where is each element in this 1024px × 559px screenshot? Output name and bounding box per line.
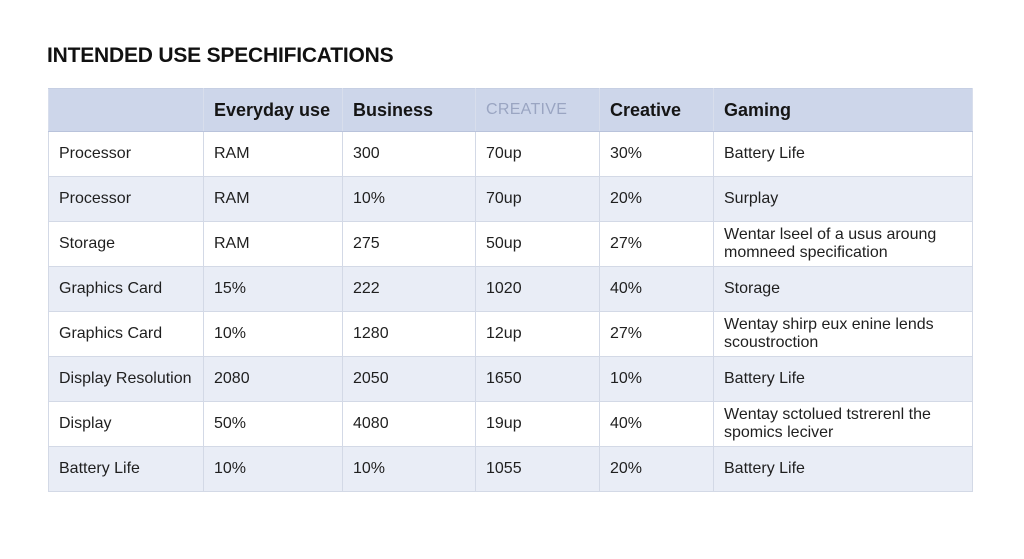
table-cell: RAM <box>204 132 343 177</box>
table-cell: 40% <box>600 267 714 312</box>
table-cell: RAM <box>204 222 343 267</box>
table-cell: Battery Life <box>714 357 973 402</box>
table-cell: 2080 <box>204 357 343 402</box>
table-cell: 2050 <box>343 357 476 402</box>
table-cell: 40% <box>600 402 714 447</box>
table-cell: Processor <box>49 177 204 222</box>
header-cell-gaming: Gaming <box>714 89 973 132</box>
table-cell: Wentay sctolued tstrerenl the spomics leciver <box>714 402 973 447</box>
table-cell: Wentay shirp eux enine lends scoustroction <box>714 312 973 357</box>
table-cell: 222 <box>343 267 476 312</box>
header-cell-empty <box>49 89 204 132</box>
table-cell: 50up <box>476 222 600 267</box>
table-cell: Wentar lseel of a usus aroung momneed specification <box>714 222 973 267</box>
table-cell: 4080 <box>343 402 476 447</box>
table-cell: Graphics Card <box>49 267 204 312</box>
table-cell: Battery Life <box>714 447 973 492</box>
table-cell: 27% <box>600 222 714 267</box>
table-row <box>49 357 973 402</box>
table-cell: 15% <box>204 267 343 312</box>
table-cell: 12up <box>476 312 600 357</box>
table-cell: 50% <box>204 402 343 447</box>
table-cell: 70up <box>476 177 600 222</box>
table-cell: 1280 <box>343 312 476 357</box>
table-cell: 10% <box>204 312 343 357</box>
table-cell: 10% <box>600 357 714 402</box>
table-row <box>49 177 973 222</box>
table-cell: Graphics Card <box>49 312 204 357</box>
table-cell: 1020 <box>476 267 600 312</box>
table-row <box>49 132 973 177</box>
table-row <box>49 312 973 357</box>
table-cell: 300 <box>343 132 476 177</box>
table-cell: 1650 <box>476 357 600 402</box>
table-cell: Processor <box>49 132 204 177</box>
table-cell: Battery Life <box>714 132 973 177</box>
table-cell: RAM <box>204 177 343 222</box>
table-cell: Display Resolution <box>49 357 204 402</box>
page-title: INTENDED USE SPECHIFICATIONS <box>47 44 394 67</box>
table-header-row <box>49 89 973 132</box>
table-cell: 275 <box>343 222 476 267</box>
table-cell: 1055 <box>476 447 600 492</box>
header-cell-business: Business <box>343 89 476 132</box>
table-cell: Storage <box>49 222 204 267</box>
table-cell: 20% <box>600 177 714 222</box>
table-cell: Battery Life <box>49 447 204 492</box>
table-cell: 30% <box>600 132 714 177</box>
table-row <box>49 222 973 267</box>
table-cell: Display <box>49 402 204 447</box>
table-cell: Surplay <box>714 177 973 222</box>
table-cell: 20% <box>600 447 714 492</box>
table-row <box>49 447 973 492</box>
table-row <box>49 402 973 447</box>
header-cell-creative-faded: CREATIVE <box>476 89 600 132</box>
table-cell: 10% <box>343 177 476 222</box>
spec-table <box>48 88 973 492</box>
table-cell: 10% <box>204 447 343 492</box>
table-row <box>49 267 973 312</box>
table-cell: Storage <box>714 267 973 312</box>
table-cell: 70up <box>476 132 600 177</box>
header-cell-creative: Creative <box>600 89 714 132</box>
header-cell-everyday-use: Everyday use <box>204 89 343 132</box>
table-cell: 19up <box>476 402 600 447</box>
table-cell: 10% <box>343 447 476 492</box>
table-cell: 27% <box>600 312 714 357</box>
